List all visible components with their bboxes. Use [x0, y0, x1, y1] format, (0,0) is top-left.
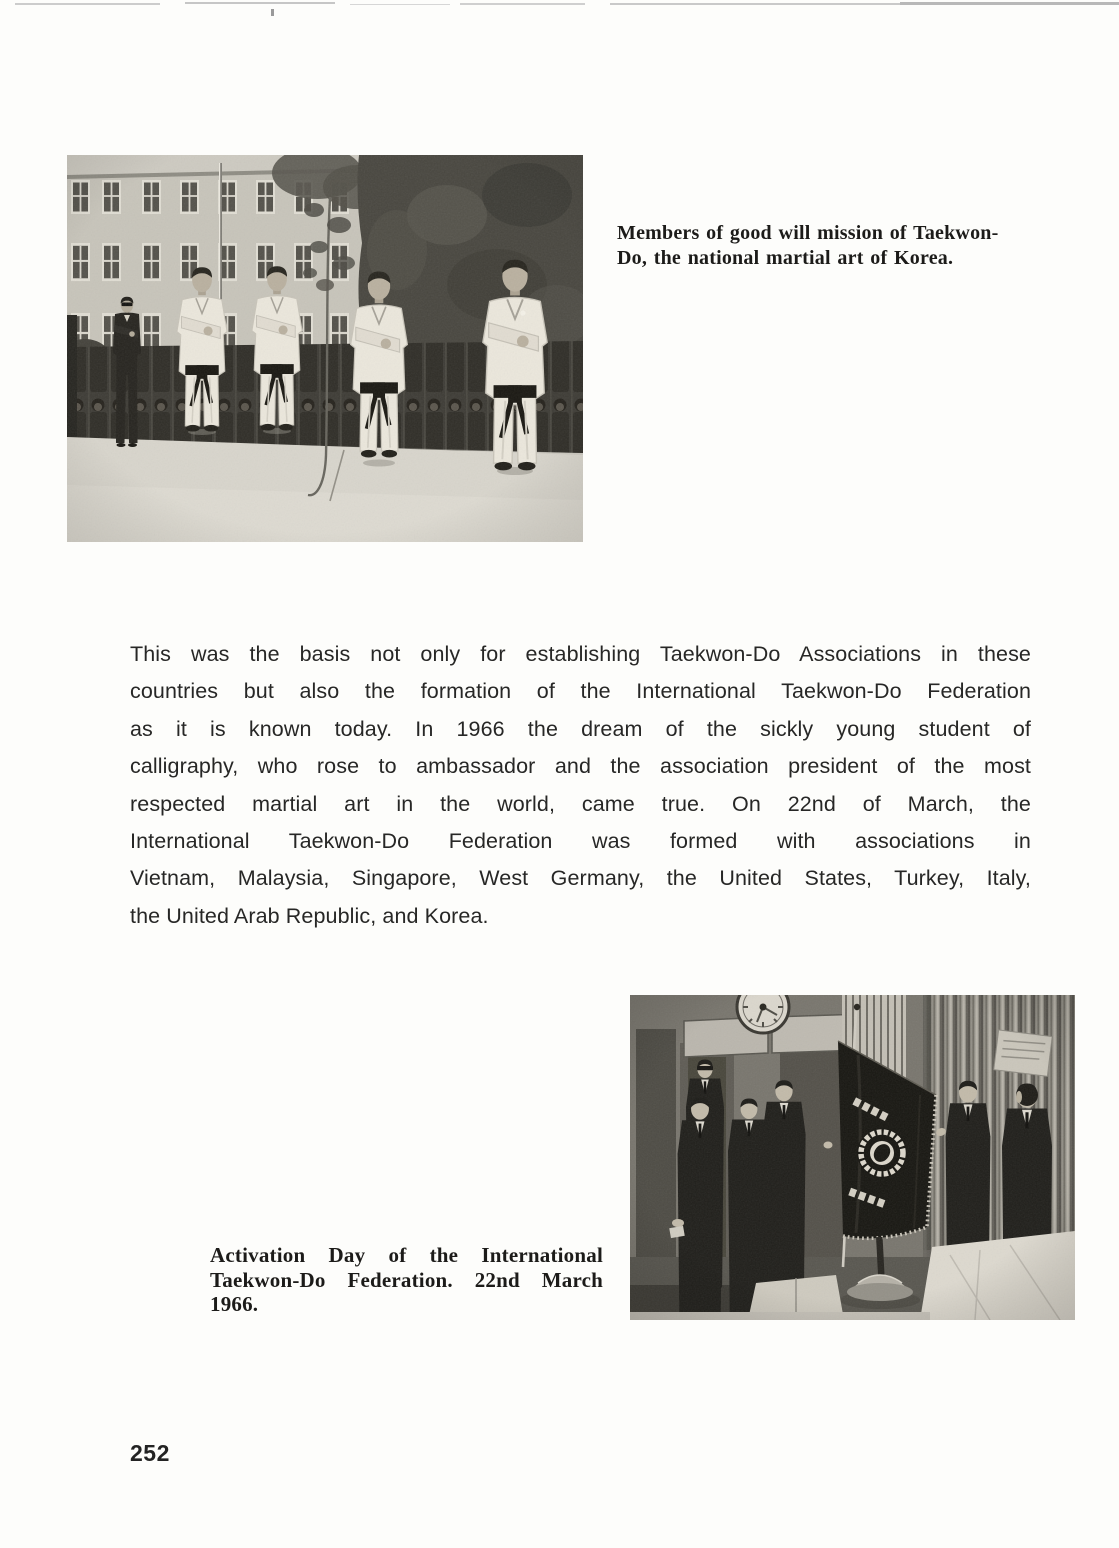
- scan-artifact: [271, 9, 274, 16]
- paragraph-line: Vietnam, Malaysia, Singapore, West Germany, the United States, Turkey, Italy,: [130, 866, 1031, 891]
- scan-artifact: [350, 4, 450, 5]
- caption-line: 1966.: [210, 1292, 259, 1316]
- caption-line: Do, the national martial art of Korea.: [617, 247, 954, 269]
- page-number: 252: [130, 1440, 170, 1466]
- top-photo-caption: [617, 221, 1017, 271]
- scan-artifact: [185, 2, 335, 4]
- caption-line: Activation Day of the International: [210, 1243, 603, 1267]
- bottom-photo-caption: [210, 1243, 603, 1317]
- goodwill-mission-photo: [67, 155, 583, 542]
- paragraph-line: respected martial art in the world, came true. On 22nd of March, the: [130, 791, 1031, 816]
- scan-artifact: [610, 3, 900, 5]
- body-paragraph: [130, 636, 1031, 935]
- paragraph-line: as it is known today. In 1966 the dream of the sickly young student of: [130, 716, 1031, 741]
- caption-line: Members of good will mission of Taekwon-: [617, 222, 999, 244]
- scan-artifact: [900, 2, 1119, 5]
- scan-artifact: [15, 3, 160, 5]
- paragraph-line: International Taekwon-Do Federation was formed with associations in: [130, 829, 1031, 854]
- caption-line: Taekwon-Do Federation. 22nd March: [210, 1267, 603, 1292]
- activation-day-photo: [630, 995, 1075, 1320]
- paragraph-line: calligraphy, who rose to ambassador and the association president of the most: [130, 754, 1031, 779]
- paragraph-line: This was the basis not only for establishing Taekwon-Do Associations in these: [130, 642, 1031, 666]
- scan-artifact: [460, 3, 585, 5]
- paragraph-line: the United Arab Republic, and Korea.: [130, 903, 489, 928]
- paragraph-line: countries but also the formation of the International Taekwon-Do Federation: [130, 679, 1031, 704]
